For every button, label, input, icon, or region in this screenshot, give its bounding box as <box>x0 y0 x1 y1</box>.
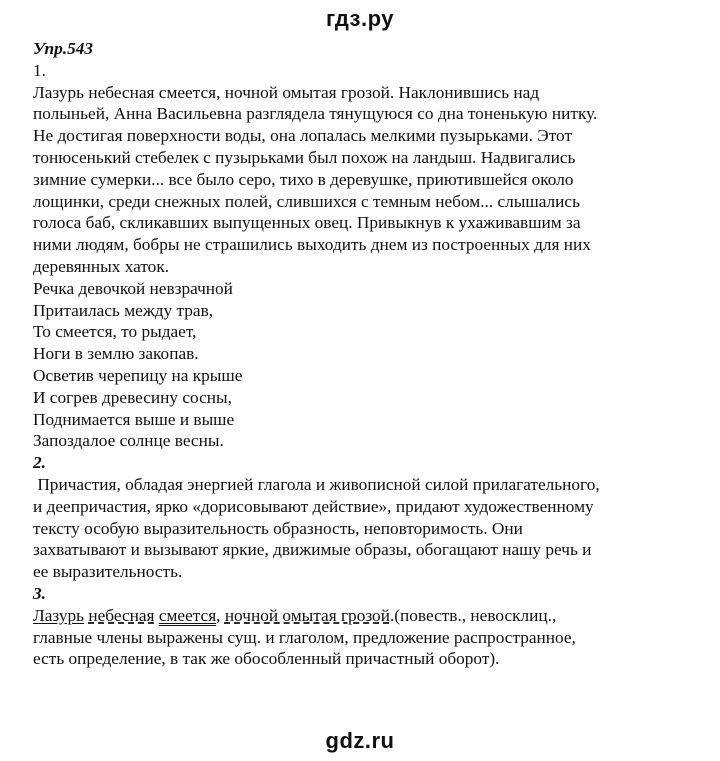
prose-line: голоса баб, скликавших выпущенных овец. Привыкнув к ухаживавшим за <box>33 213 581 233</box>
prose-line: Не достигая поверхности воды, она лопалась мелкими пузырьками. Этот <box>33 126 573 146</box>
prose-line: полыньей, Анна Васильевна разглядела тянущуюся со дна тоненькую нитку. <box>33 104 598 124</box>
part3-line: главные члены выражены сущ. и глаголом, предложение распространное, <box>33 627 576 647</box>
part1-poem <box>33 278 698 452</box>
part2-line: и деепричастия, ярко «дорисовывают действие», придают художественному <box>33 496 594 516</box>
prose-line: лощинки, среди снежных полей, слившихся с темным небом... слышались <box>33 191 580 211</box>
part3-parsed-line <box>33 605 698 627</box>
poem-line: Притаилась между трав, <box>33 300 214 320</box>
participial-phrase: ночной омытая грозой <box>224 605 390 625</box>
prose-line: ними людям, бобры не страшились выходить днем из построенных для них <box>33 235 591 255</box>
poem-line: Запоздалое солнце весны. <box>33 431 224 451</box>
part2-line: Причастия, обладая энергией глагола и живописной силой прилагательного, <box>33 474 600 494</box>
part2-line: тексту особую выразительность образность, неповторимость. Они <box>33 518 523 538</box>
site-header-watermark: гдз.ру <box>326 6 394 31</box>
sentence-attribute: небесная <box>88 605 155 625</box>
prose-line: тонюсенький стебелек с пузырьками был похож на ландыш. Надвигались <box>33 147 576 167</box>
prose-line: зимние сумерки... все было серо, тихо в деревушке, приютившейся около <box>33 169 574 189</box>
exercise-content <box>33 38 698 670</box>
poem-line: То смеется, то рыдает, <box>33 322 197 342</box>
part1-number: 1. <box>33 60 46 80</box>
prose-line: деревянных хаток. <box>33 256 170 276</box>
comma: , <box>216 605 221 625</box>
part3-text <box>33 605 698 670</box>
exercise-title: Упр.543 <box>33 39 94 58</box>
part3-number: 3. <box>33 583 46 603</box>
part1-prose <box>33 82 698 278</box>
poem-line: Поднимается выше и выше <box>33 409 235 429</box>
part2-line: ее выразительность. <box>33 562 183 582</box>
part3-rest: .(повеств., невосклиц., <box>389 605 557 625</box>
part3-line: есть определение, в так же обособленный причастный оборот). <box>33 649 500 669</box>
poem-line: Осветив черепицу на крыше <box>33 365 243 385</box>
sentence-predicate: смеется <box>158 605 217 625</box>
site-footer-watermark: gdz.ru <box>325 728 395 753</box>
poem-line: И согрев древесину сосны, <box>33 387 232 407</box>
poem-line: Речка девочкой невзрачной <box>33 278 233 298</box>
prose-line: Лазурь небесная смеется, ночной омытая грозой. Наклонившись над <box>33 82 540 102</box>
poem-line: Ноги в землю закопав. <box>33 344 199 364</box>
sentence-subject: Лазурь <box>33 605 85 625</box>
part2-number: 2. <box>33 453 46 473</box>
part2-text <box>33 474 698 583</box>
part2-line: захватывают и вызывают яркие, движимые образы, обогащают нашу речь и <box>33 540 592 560</box>
